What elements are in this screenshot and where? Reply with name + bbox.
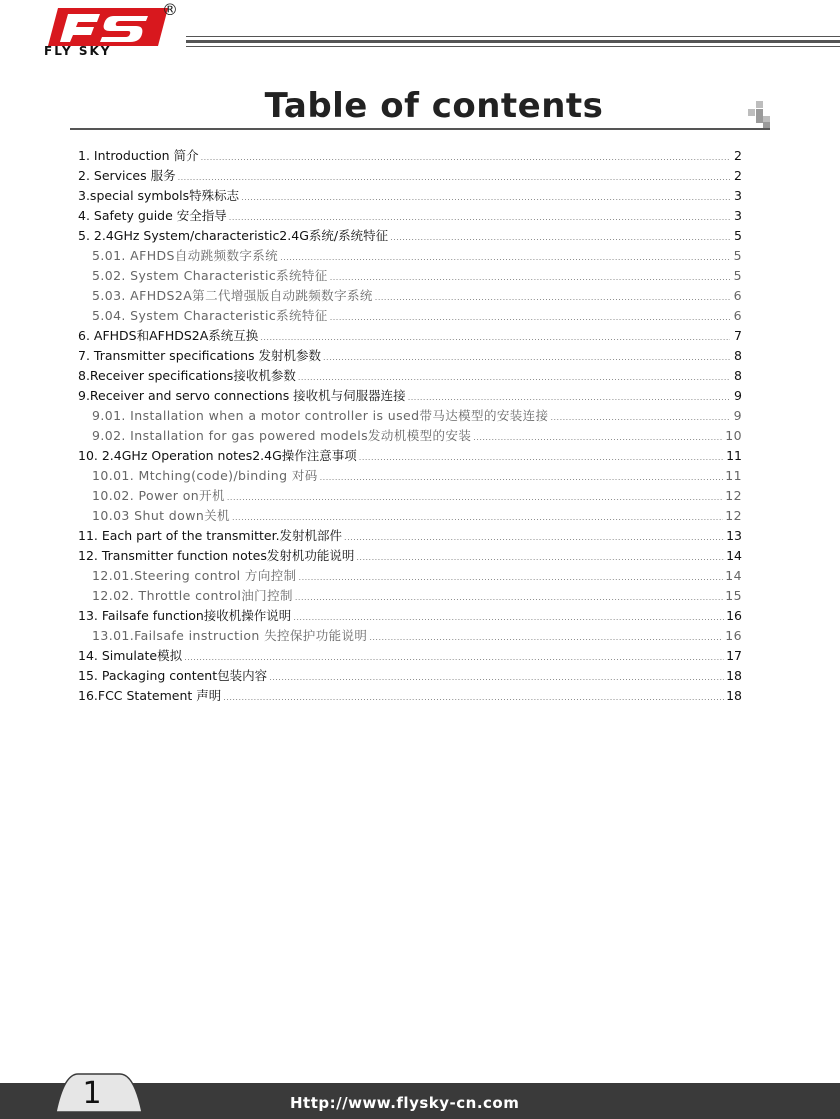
toc-entry-page: 3 bbox=[734, 188, 742, 203]
toc-entry-page: 6 bbox=[733, 288, 742, 303]
toc-leader-dots bbox=[323, 348, 730, 368]
toc-leader-dots bbox=[390, 228, 730, 248]
toc-leader-dots bbox=[260, 328, 730, 348]
toc-entry-label: 15. Packaging content包装内容 bbox=[78, 668, 268, 683]
toc-subentry[interactable] bbox=[78, 286, 742, 306]
toc-entry-label: 1. Introduction 简介 bbox=[78, 148, 199, 163]
toc-entry-label: 5.03. AFHDS2A第二代增强版自动跳频数字系统 bbox=[92, 288, 373, 303]
toc-entry-label: 13. Failsafe function接收机操作说明 bbox=[78, 608, 292, 623]
toc-leader-dots bbox=[408, 388, 730, 408]
toc-entry-label: 10. 2.4GHz Operation notes2.4G操作注意事项 bbox=[78, 448, 357, 463]
toc-leader-dots bbox=[201, 148, 730, 168]
toc-entry-label: 16.FCC Statement 声明 bbox=[78, 688, 222, 703]
toc-leader-dots bbox=[280, 248, 730, 268]
toc-entry-label: 10.03 Shut down关机 bbox=[92, 508, 230, 523]
toc-leader-dots bbox=[184, 648, 724, 668]
toc-entry[interactable] bbox=[78, 646, 742, 666]
toc-entry-page: 7 bbox=[734, 328, 742, 343]
header-rule-2 bbox=[186, 40, 840, 43]
toc-subentry[interactable] bbox=[78, 246, 742, 266]
toc-leader-dots bbox=[299, 568, 724, 588]
toc-entry[interactable] bbox=[78, 606, 742, 626]
toc-subentry[interactable] bbox=[78, 486, 742, 506]
toc-entry-label: 9.01. Installation when a motor controller is used带马达模型的安装连接 bbox=[92, 408, 549, 423]
toc-entry-page: 16 bbox=[726, 608, 742, 623]
toc-subentry[interactable] bbox=[78, 586, 742, 606]
toc-leader-dots bbox=[356, 548, 724, 568]
toc-entry-page: 5 bbox=[733, 268, 742, 283]
toc-leader-dots bbox=[269, 668, 724, 688]
toc-leader-dots bbox=[232, 508, 723, 528]
toc-entry-page: 14 bbox=[726, 548, 742, 563]
toc-leader-dots bbox=[241, 188, 730, 208]
toc-entry-page: 14 bbox=[725, 568, 742, 583]
toc-entry[interactable] bbox=[78, 366, 742, 386]
toc-entry-page: 9 bbox=[734, 388, 742, 403]
toc-entry-label: 11. Each part of the transmitter.发射机部件 bbox=[78, 528, 343, 543]
toc-entry-label: 5.01. AFHDS自动跳频数字系统 bbox=[92, 248, 279, 263]
toc-entry-page: 12 bbox=[725, 508, 742, 523]
toc-entry[interactable] bbox=[78, 166, 742, 186]
toc-entry-label: 14. Simulate模拟 bbox=[78, 648, 183, 663]
toc-leader-dots bbox=[227, 488, 723, 508]
toc-entry[interactable] bbox=[78, 386, 742, 406]
toc-leader-dots bbox=[229, 208, 730, 228]
toc-entry[interactable] bbox=[78, 226, 742, 246]
toc-entry-page: 9 bbox=[733, 408, 742, 423]
toc-entry[interactable] bbox=[78, 146, 742, 166]
toc-leader-dots bbox=[369, 628, 723, 648]
toc-entry-label: 3.special symbols特殊标志 bbox=[78, 188, 240, 203]
toc-entry[interactable] bbox=[78, 186, 742, 206]
toc-entry-page: 8 bbox=[734, 348, 742, 363]
toc-entry-label: 5.04. System Characteristic系统特征 bbox=[92, 308, 328, 323]
toc-entry[interactable] bbox=[78, 666, 742, 686]
toc-leader-dots bbox=[223, 688, 724, 708]
toc-entry-page: 8 bbox=[734, 368, 742, 383]
toc-leader-dots bbox=[298, 368, 730, 388]
toc-entry-label: 6. AFHDS和AFHDS2A系统互换 bbox=[78, 328, 259, 343]
toc-entry[interactable] bbox=[78, 526, 742, 546]
registered-mark: ® bbox=[162, 0, 178, 19]
toc-entry-label: 13.01.Failsafe instruction 失控保护功能说明 bbox=[92, 628, 368, 643]
toc-entry-label: 5. 2.4GHz System/characteristic2.4G系统/系统特征 bbox=[78, 228, 389, 243]
toc-entry-page: 12 bbox=[725, 488, 742, 503]
decorative-squares-icon bbox=[748, 101, 770, 129]
toc-subentry[interactable] bbox=[78, 426, 742, 446]
toc-subentry[interactable] bbox=[78, 626, 742, 646]
page-number: 1 bbox=[82, 1076, 102, 1111]
toc-entry-label: 10.02. Power on开机 bbox=[92, 488, 225, 503]
page-title: Table of contents bbox=[264, 86, 604, 126]
toc-leader-dots bbox=[550, 408, 730, 428]
header-rule-3 bbox=[186, 46, 840, 47]
toc-entry-label: 12.02. Throttle control油门控制 bbox=[92, 588, 293, 603]
toc-entry-page: 5 bbox=[733, 248, 742, 263]
title-rule bbox=[70, 128, 770, 130]
toc-entry[interactable] bbox=[78, 346, 742, 366]
toc-entry-page: 2 bbox=[734, 148, 742, 163]
toc-entry-label: 2. Services 服务 bbox=[78, 168, 176, 183]
toc-leader-dots bbox=[178, 168, 730, 188]
table-of-contents bbox=[78, 146, 742, 706]
toc-entry-page: 15 bbox=[725, 588, 742, 603]
toc-entry-page: 16 bbox=[725, 628, 742, 643]
brand-name: FLY SKY bbox=[44, 44, 112, 58]
toc-subentry[interactable] bbox=[78, 406, 742, 426]
toc-leader-dots bbox=[375, 288, 730, 308]
toc-leader-dots bbox=[359, 448, 724, 468]
toc-entry-page: 18 bbox=[726, 688, 742, 703]
toc-entry-label: 12.01.Steering control 方向控制 bbox=[92, 568, 297, 583]
header-rule-1 bbox=[186, 36, 840, 37]
toc-leader-dots bbox=[330, 308, 730, 328]
toc-leader-dots bbox=[330, 268, 730, 288]
toc-entry[interactable] bbox=[78, 546, 742, 566]
toc-entry-page: 13 bbox=[726, 528, 742, 543]
toc-subentry[interactable] bbox=[78, 566, 742, 586]
toc-subentry[interactable] bbox=[78, 466, 742, 486]
toc-subentry[interactable] bbox=[78, 306, 742, 326]
toc-entry[interactable] bbox=[78, 446, 742, 466]
toc-leader-dots bbox=[473, 428, 723, 448]
toc-entry-page: 11 bbox=[725, 468, 742, 483]
toc-entry[interactable] bbox=[78, 206, 742, 226]
toc-leader-dots bbox=[295, 588, 723, 608]
toc-entry-label: 9.Receiver and servo connections 接收机与伺服器连接 bbox=[78, 388, 406, 403]
toc-entry[interactable] bbox=[78, 686, 742, 706]
toc-entry-page: 10 bbox=[725, 428, 742, 443]
toc-entry-label: 7. Transmitter specifications 发射机参数 bbox=[78, 348, 322, 363]
toc-entry-label: 8.Receiver specifications接收机参数 bbox=[78, 368, 296, 383]
toc-leader-dots bbox=[344, 528, 724, 548]
toc-entry-page: 2 bbox=[734, 168, 742, 183]
toc-entry-label: 4. Safety guide 安全指导 bbox=[78, 208, 227, 223]
toc-entry-page: 6 bbox=[733, 308, 742, 323]
toc-leader-dots bbox=[293, 608, 724, 628]
toc-entry-page: 11 bbox=[726, 448, 742, 463]
toc-subentry[interactable] bbox=[78, 266, 742, 286]
toc-entry-page: 18 bbox=[726, 668, 742, 683]
toc-entry-label: 9.02. Installation for gas powered models发动机模型的安装 bbox=[92, 428, 472, 443]
toc-entry-label: 5.02. System Characteristic系统特征 bbox=[92, 268, 328, 283]
website-url[interactable]: Http://www.flysky-cn.com bbox=[290, 1094, 520, 1112]
toc-leader-dots bbox=[320, 468, 724, 488]
toc-entry-label: 10.01. Mtching(code)/binding 对码 bbox=[92, 468, 318, 483]
toc-entry-page: 3 bbox=[734, 208, 742, 223]
toc-entry[interactable] bbox=[78, 326, 742, 346]
toc-entry-page: 17 bbox=[726, 648, 742, 663]
toc-subentry[interactable] bbox=[78, 506, 742, 526]
toc-entry-label: 12. Transmitter function notes发射机功能说明 bbox=[78, 548, 355, 563]
toc-entry-page: 5 bbox=[734, 228, 742, 243]
